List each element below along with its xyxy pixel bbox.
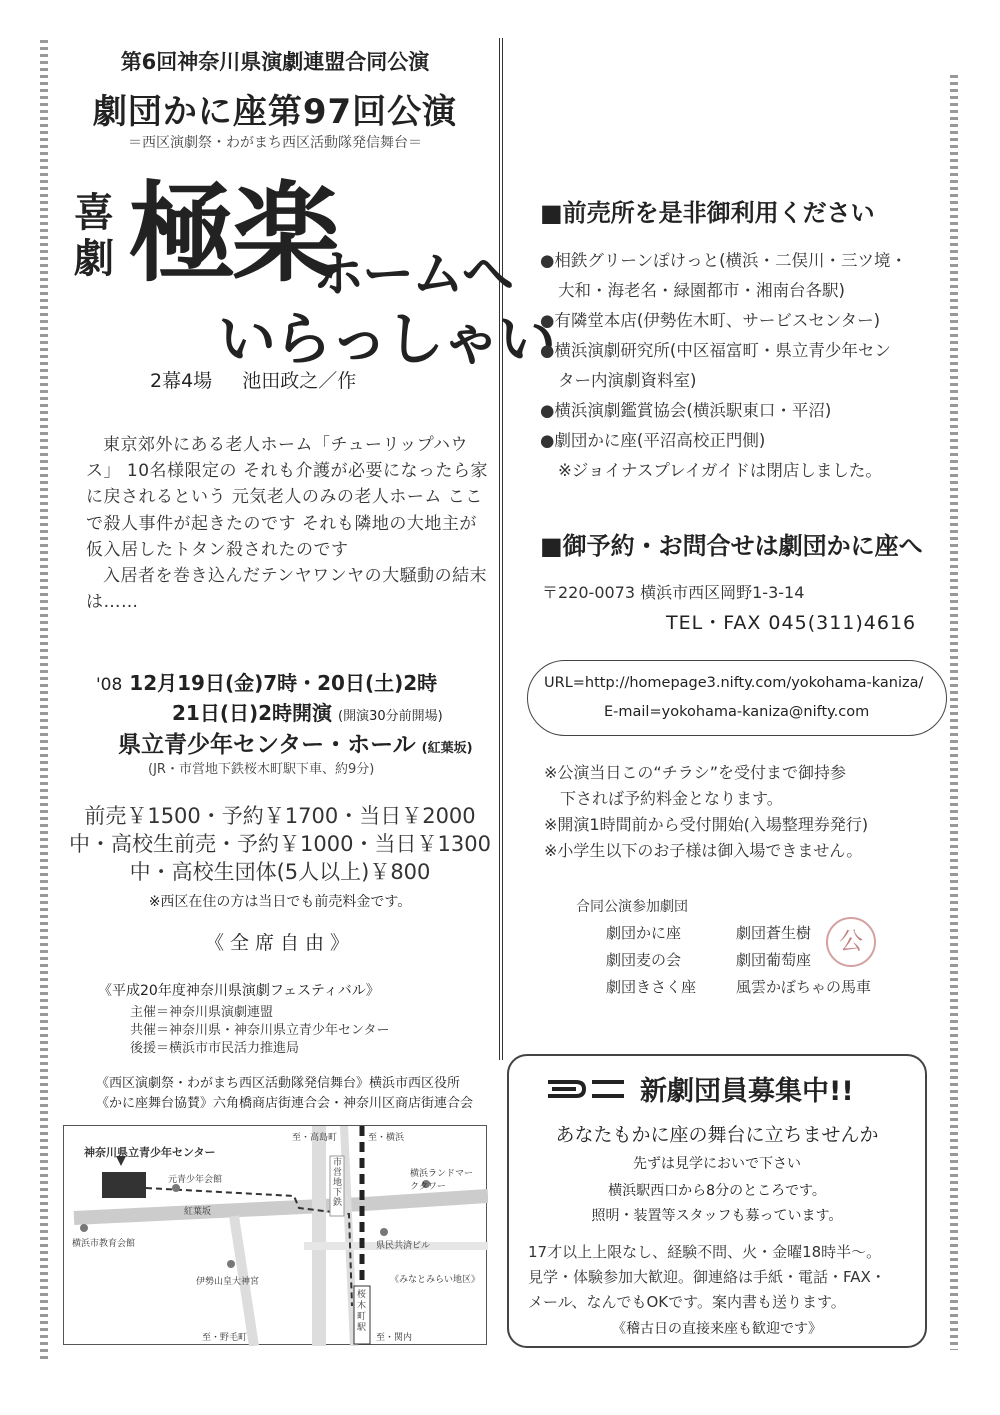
- performance-dates: '08 12月19日(金)7時・20日(土)2時: [96, 671, 438, 695]
- list-item: ●有隣堂本店(伊勢佐木町、サービスセンター): [540, 311, 881, 330]
- left-decorative-border: [40, 40, 48, 1360]
- map-label: 横浜ランドマークタワー: [410, 1169, 474, 1192]
- map-label: 至・高島町: [292, 1133, 338, 1143]
- recruitment-line: 横浜駅西口から8分のところです。: [608, 1183, 826, 1199]
- map-label-center: 神奈川県立青少年センター: [84, 1146, 216, 1159]
- map-label: 至・野毛町: [202, 1333, 248, 1343]
- map-label: 元青少年会館: [168, 1175, 223, 1185]
- presale-list: [540, 246, 960, 486]
- map-label: 《みなとみらい地区》: [390, 1275, 481, 1285]
- list-item: 大和・海老名・緑園都市・湘南台各駅): [558, 281, 845, 300]
- recruitment-details: 17才以上上限なし、経験不問、火・金曜18時半～。 見学・体験参加大歓迎。御連絡は手紙・電話・FAX・ メール、なんでもOKです。案内書も送ります。: [528, 1243, 886, 1311]
- presale-heading: ■前売所を是非御利用ください: [540, 199, 875, 227]
- festival-subtitle: ＝西区演劇祭・わがまち西区活動隊発信舞台＝: [128, 135, 422, 151]
- map-label: 伊勢山皇大神宮: [196, 1277, 260, 1287]
- synopsis: [86, 432, 490, 615]
- address: 〒220-0073 横浜市西区岡野1-3-14: [542, 583, 805, 602]
- troupe-name: 風雲かぼちゃの馬車: [736, 978, 872, 996]
- series-title: 第6回神奈川県演劇連盟合同公演: [120, 50, 430, 74]
- author-line: 2幕4場 池田政之／作: [150, 370, 357, 392]
- map-label: 至・関内: [376, 1333, 413, 1343]
- ticket-prices: 前売￥1500・予約￥1700・当日￥2000 中・高校生前売・予約￥1000・当日￥1300 中・高校生団体(5人以上)￥800: [69, 804, 491, 884]
- genre-label: 喜 劇: [74, 190, 114, 282]
- seating-info: 《全席自由》: [204, 932, 355, 954]
- performance-dates-2: 21日(日)2時開演 (開演30分前開場): [172, 701, 443, 725]
- sponsor-line: 《かに座舞台協賛》六角橋商店街連合会・神奈川区商店街連合会: [96, 1096, 474, 1111]
- map-label: 紅葉坂: [184, 1207, 212, 1217]
- synopsis-paragraph: 東京郊外にある老人ホーム「チューリップハウス」 10名様限定の それも介護が必要になったら家に戻されるという 元気老人のみの老人ホーム ここで殺人事件が起きたのです それも隣地の大地主が仮入居したトタン殺されたのです: [86, 435, 488, 560]
- company-show-title: 劇団かに座第97回公演: [92, 92, 458, 132]
- map-label-station: 桜木町駅: [357, 1290, 367, 1333]
- recruitment-subtitle: あなたもかに座の舞台に立ちませんか: [555, 1124, 879, 1146]
- seal-stamp: 公: [826, 917, 876, 967]
- participating-troupes-label: 合同公演参加劇団: [576, 899, 688, 915]
- sponsor-line: 《西区演劇祭・わがまち西区活動隊発信舞台》横浜市西区役所: [96, 1076, 461, 1091]
- recruitment-footer: 《稽古日の直接来座も歓迎です》: [612, 1321, 822, 1337]
- web-contact-box: [527, 660, 947, 736]
- access-info: (JR・市営地下鉄桜木町駅下車、約9分): [148, 762, 375, 777]
- list-item: ※ジョイナスプレイガイドは閉店しました。: [558, 461, 882, 480]
- play-title-gokuraku: 極楽: [128, 171, 337, 297]
- list-item: ●横浜演劇鑑賞協会(横浜駅東口・平沼): [540, 401, 832, 420]
- phone-fax: TEL・FAX 045(311)4616: [666, 612, 917, 634]
- list-item: ター内演劇資料室): [558, 371, 697, 390]
- list-item: ●相鉄グリーンぽけっと(横浜・二俣川・三ツ境・: [540, 251, 908, 270]
- price-note: ※西区在住の方は当日でも前売料金です。: [148, 894, 412, 910]
- reservation-heading: ■御予約・お問合せは劇団かに座へ: [540, 532, 923, 560]
- troupe-name: 劇団かに座: [606, 924, 682, 942]
- recruitment-title: 新劇団員募集中!!: [640, 1076, 854, 1107]
- play-title-irasshai: いらっしゃい: [218, 305, 555, 373]
- map-label: 市営地下鉄: [333, 1158, 343, 1208]
- troupe-name: 劇団蒼生樹: [736, 924, 812, 942]
- play-title-home: ホームへ: [312, 245, 513, 305]
- troupe-name: 劇団麦の会: [606, 951, 682, 969]
- notes: ※公演当日この“チラシ”を受付まで御持参 下されば予約料金となります。 ※開演1時間前から受付開始(入場整理券発行) ※小学生以下のお子様は御入場できません。: [544, 763, 869, 860]
- festival-info-title: 《平成20年度神奈川県演劇フェスティバル》: [98, 983, 380, 999]
- website-url[interactable]: URL=http://homepage3.nifty.com/yokohama-kaniza/: [544, 675, 924, 691]
- recruitment-line: 照明・装置等スタッフも募っています。: [591, 1208, 843, 1224]
- map-label: 至・横浜: [368, 1133, 405, 1143]
- map-label: 県民共済ビル: [376, 1241, 431, 1251]
- kaniza-logo-icon: [546, 1078, 626, 1104]
- access-map: [63, 1125, 487, 1345]
- map-label: 横浜市教育会館: [72, 1239, 136, 1249]
- recruitment-line: 先ずは見学においで下さい: [633, 1156, 801, 1172]
- troupe-name: 劇団葡萄座: [736, 951, 812, 969]
- venue: 県立青少年センター・ホール (紅葉坂): [118, 732, 473, 758]
- festival-info: 主催＝神奈川県演劇連盟 共催＝神奈川県・神奈川県立青少年センター 後援＝横浜市市民活力推進局: [130, 1005, 390, 1056]
- troupe-name: 劇団きさく座: [606, 978, 697, 996]
- list-item: ●劇団かに座(平沼高校正門側): [540, 431, 766, 450]
- list-item: ●横浜演劇研究所(中区福富町・県立青少年セン: [540, 341, 891, 360]
- synopsis-paragraph: 入居者を巻き込んだテンヤワンヤの大騒動の結末は……: [86, 566, 488, 613]
- email-address[interactable]: E-mail=yokohama-kaniza@nifty.com: [604, 704, 870, 720]
